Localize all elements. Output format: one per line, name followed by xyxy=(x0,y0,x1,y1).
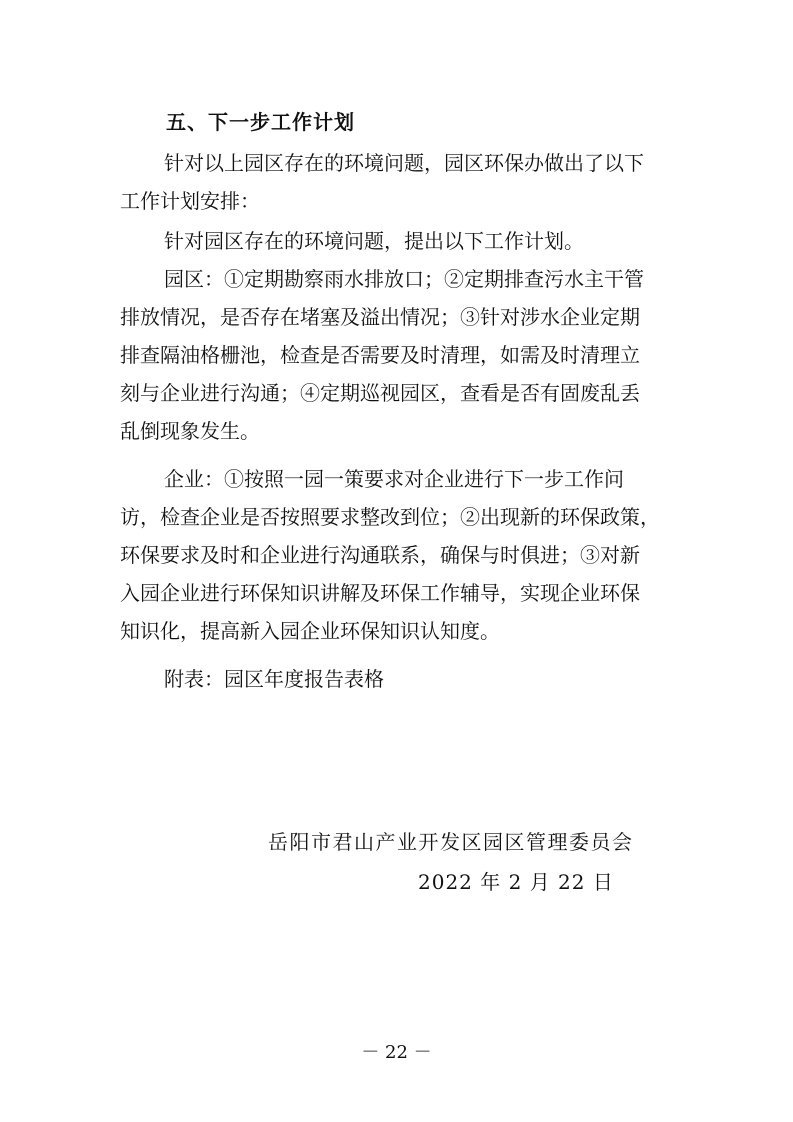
paragraph-attachment xyxy=(120,660,680,698)
paragraph-line: 知识化，提高新入园企业环保知识认知度。 xyxy=(120,619,500,643)
paragraph-line: 工作计划安排： xyxy=(120,189,260,213)
paragraph-intro xyxy=(120,144,680,220)
paragraph-line: 乱倒现象发生。 xyxy=(120,419,260,443)
paragraph-line: 访，检查企业是否按照要求整改到位；②出现新的环保政策， xyxy=(120,505,660,529)
paragraph-line: 入园企业进行环保知识讲解及环保工作辅导，实现企业环保 xyxy=(120,581,640,605)
paragraph-line: 园区：①定期勘察雨水排放口；②定期排查污水主干管 xyxy=(164,267,644,291)
paragraph-line: 排放情况，是否存在堵塞及溢出情况；③针对涉水企业定期 xyxy=(120,305,640,329)
paragraph-line: 针对园区存在的环境问题，提出以下工作计划。 xyxy=(164,229,584,253)
signature-organization: 岳阳市君山产业开发区园区管理委员会 xyxy=(268,830,634,854)
paragraph-line: 排查隔油格栅池，检查是否需要及时清理，如需及时清理立 xyxy=(120,343,640,367)
paragraph-line: 环保要求及时和企业进行沟通联系，确保与时俱进；③对新 xyxy=(120,543,640,567)
paragraph-enterprise-plan xyxy=(120,460,680,650)
section-heading: 五、下一步工作计划 xyxy=(166,110,355,134)
paragraph-line: 附表：园区年度报告表格 xyxy=(164,667,384,691)
paragraph-line: 针对以上园区存在的环境问题，园区环保办做出了以下 xyxy=(164,151,644,175)
paragraph-plan-summary xyxy=(120,222,680,260)
paragraph-park-plan xyxy=(120,260,680,450)
page-number: － 22 － xyxy=(361,1042,432,1063)
paragraph-line: 企业：①按照一园一策要求对企业进行下一步工作问 xyxy=(164,467,624,491)
paragraph-line: 刻与企业进行沟通；④定期巡视园区，查看是否有固废乱丢 xyxy=(120,381,640,405)
signature-date: 2022 年 2 月 22 日 xyxy=(418,870,614,894)
